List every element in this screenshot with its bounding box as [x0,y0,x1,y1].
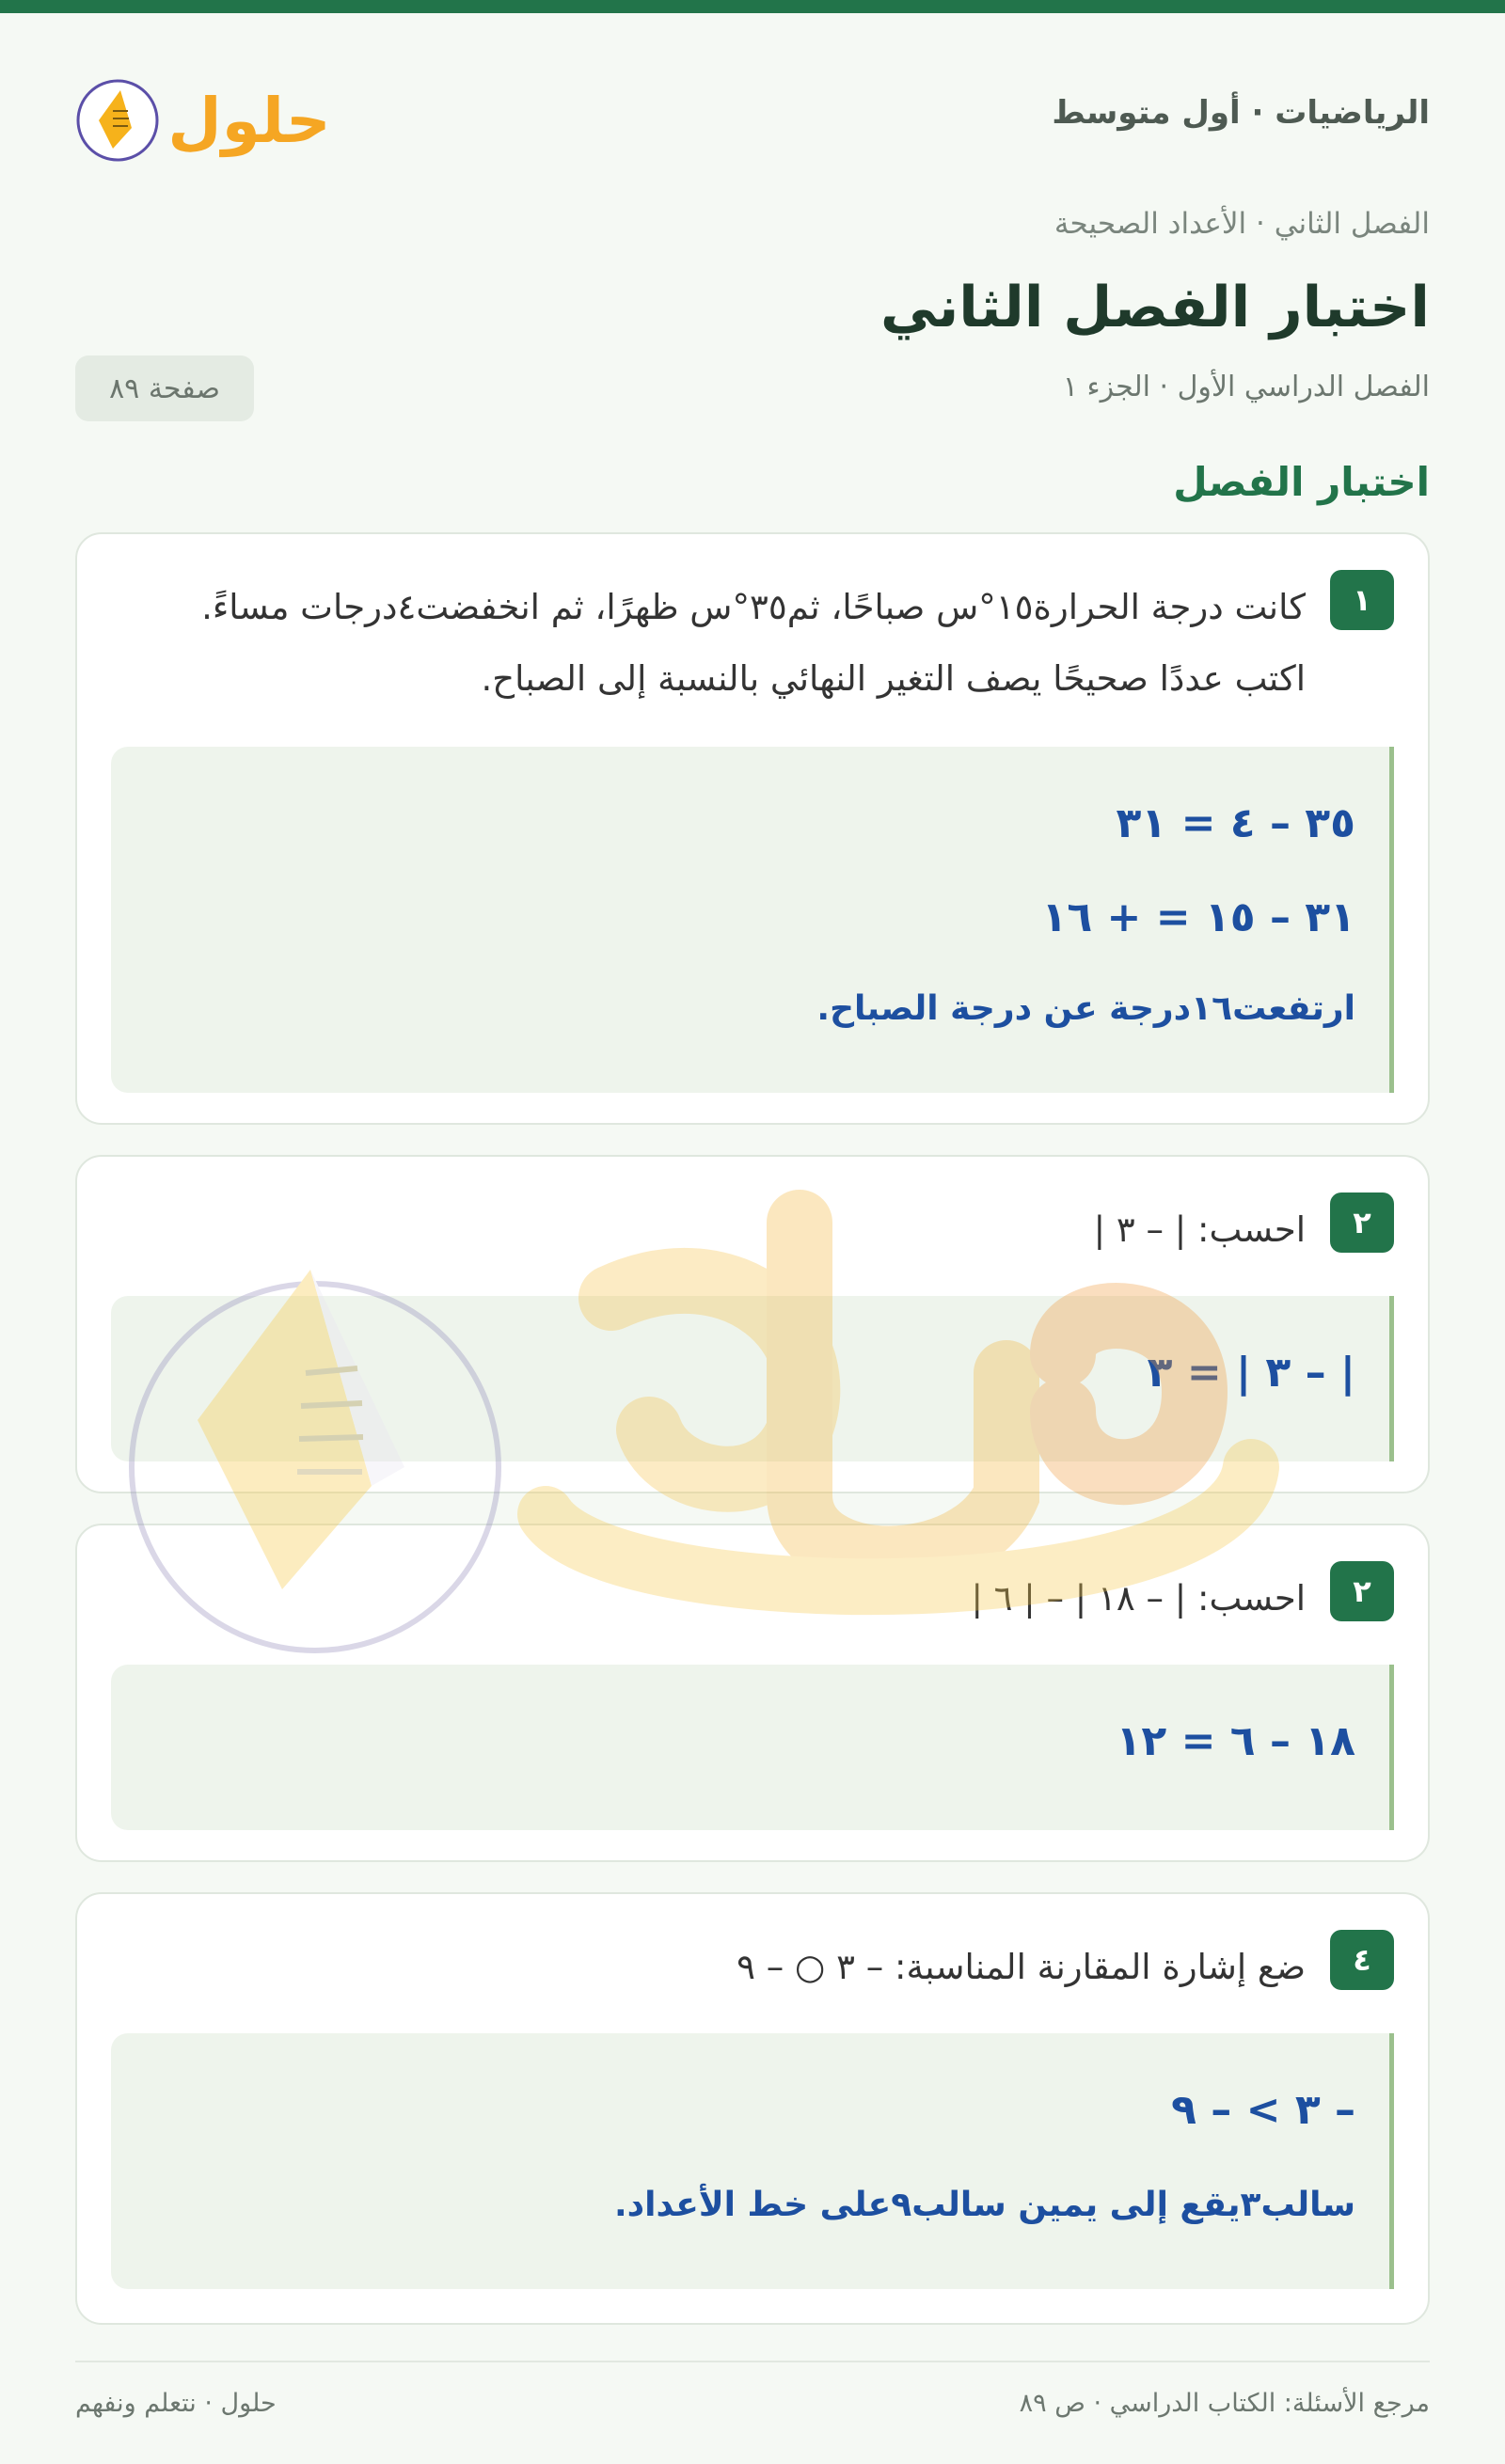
hulul-logo [75,62,339,166]
subject-label: الرياضيات · أول متوسط [1052,94,1430,132]
answer-note: سالب٣يقع إلى يمين سالب٩على خط الأعداد. [613,2186,1355,2224]
question-text: احسب: | – ١٨ | – | ٦ | [971,1578,1306,1619]
chapter-label: الفصل الثاني · الأعداد الصحيحة [1054,207,1430,241]
question-text: كانت درجة الحرارة١٥°س صباحًا، ثم٣٥°س ظهرًا، ثم انخفضت٤درجات مساءً. اكتب عددًا صحيحًا يصف التغير النهائي بالنسبة إلى الصباح. [201,587,1306,699]
answer-box [111,1665,1394,1830]
question-number: ٢ [1330,1561,1394,1621]
question-card-4 [75,1892,1430,2325]
question-text: ضع إشارة المقارنة المناسبة: – ٣ ○ – ٩ [737,1947,1306,1987]
logo-wordmark: حلول [167,85,331,157]
answer-line: | – ٣ | = ٣ [1147,1349,1355,1397]
answer-box [111,2033,1394,2289]
question-card-1 [75,532,1430,1125]
top-accent-bar [0,0,1505,13]
section-title: اختبار الفصل [1173,459,1430,505]
answer-line: ١٨ – ٦ = ١٢ [1116,1717,1355,1765]
answer-note: ارتفعت١٦درجة عن درجة الصباح. [816,989,1355,1028]
answer-box [111,747,1394,1093]
answer-box [111,1296,1394,1461]
question-number: ٤ [1330,1930,1394,1990]
answer-line: ٣٥ – ٤ = ٣١ [1116,799,1355,847]
question-number: ١ [1330,570,1394,630]
question-text: احسب: | – ٣ | [1093,1209,1306,1250]
question-card-2 [75,1155,1430,1493]
footer-reference: مرجع الأسئلة: الكتاب الدراسي · ص ٨٩ [1019,2389,1430,2418]
term-label: الفصل الدراسي الأول · الجزء ١ [1062,371,1430,403]
question-number: ٢ [1330,1193,1394,1253]
answer-line: – ٣ > – ٩ [1171,2086,1355,2134]
answer-line: ٣١ – ١٥ = + ١٦ [1041,893,1355,941]
page-title: اختبار الفصل الثاني [880,275,1430,340]
question-card-3 [75,1524,1430,1862]
footer-divider [75,2361,1430,2362]
page-number-badge: صفحة ٨٩ [75,355,254,421]
footer-brand: حلول · نتعلم ونفهم [75,2389,277,2418]
